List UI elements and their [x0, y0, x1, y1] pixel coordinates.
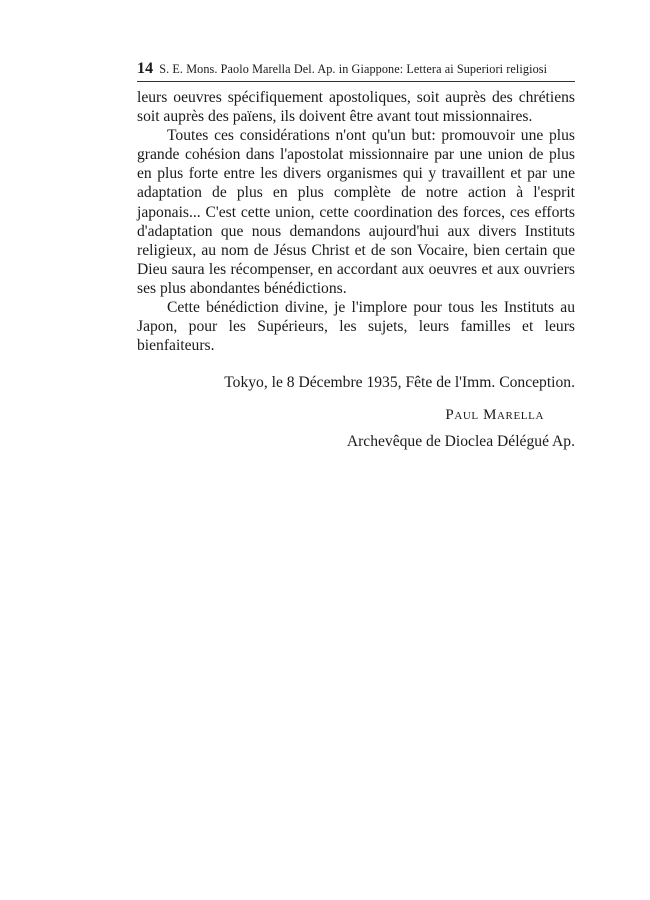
- paragraph-considerations: Toutes ces considérations n'ont qu'un but: promouvoir une plus grande cohésion dans l'apostolat missionnaire par une union de plus en plus forte entre les divers organismes qui y travaillent et par une adaptation de plus en plus complète de notre action à l'esprit japonais... C'est cette union, cette coordination des forces, ces efforts d'adaptation que nous demandons aujourd'hui aux divers Instituts religieux, au nom de Jésus Christ et de son Vocaire, bien certain que Dieu saura les récompenser, en accordant aux oeuvres et aux ouvriers ses plus abondantes bénédictions.: [137, 127, 575, 297]
- running-title: S. E. Mons. Paolo Marella Del. Ap. in Giappone: Lettera ai Superiori religiosi: [159, 62, 548, 76]
- signature-name: Paul Marella: [445, 407, 544, 424]
- running-header: [137, 60, 575, 82]
- paragraph-benediction: Cette bénédiction divine, je l'implore pour tous les Instituts au Japon, pour les Supérieurs, les sujets, leurs familles et leurs bienfaiteurs.: [137, 299, 575, 355]
- signature-title: Archevêque de Dioclea Délégué Ap.: [346, 433, 575, 451]
- page-number: 14: [137, 60, 154, 77]
- dateline: Tokyo, le 8 Décembre 1935, Fête de l'Imm. Conception.: [224, 374, 575, 392]
- letter-body: [137, 88, 575, 355]
- document-page: [137, 60, 575, 451]
- paragraph-continuation: leurs oeuvres spécifiquement apostoliques, soit auprès des chrétiens soit auprès des païens, ils doivent être avant tout missionnaires.: [137, 89, 575, 126]
